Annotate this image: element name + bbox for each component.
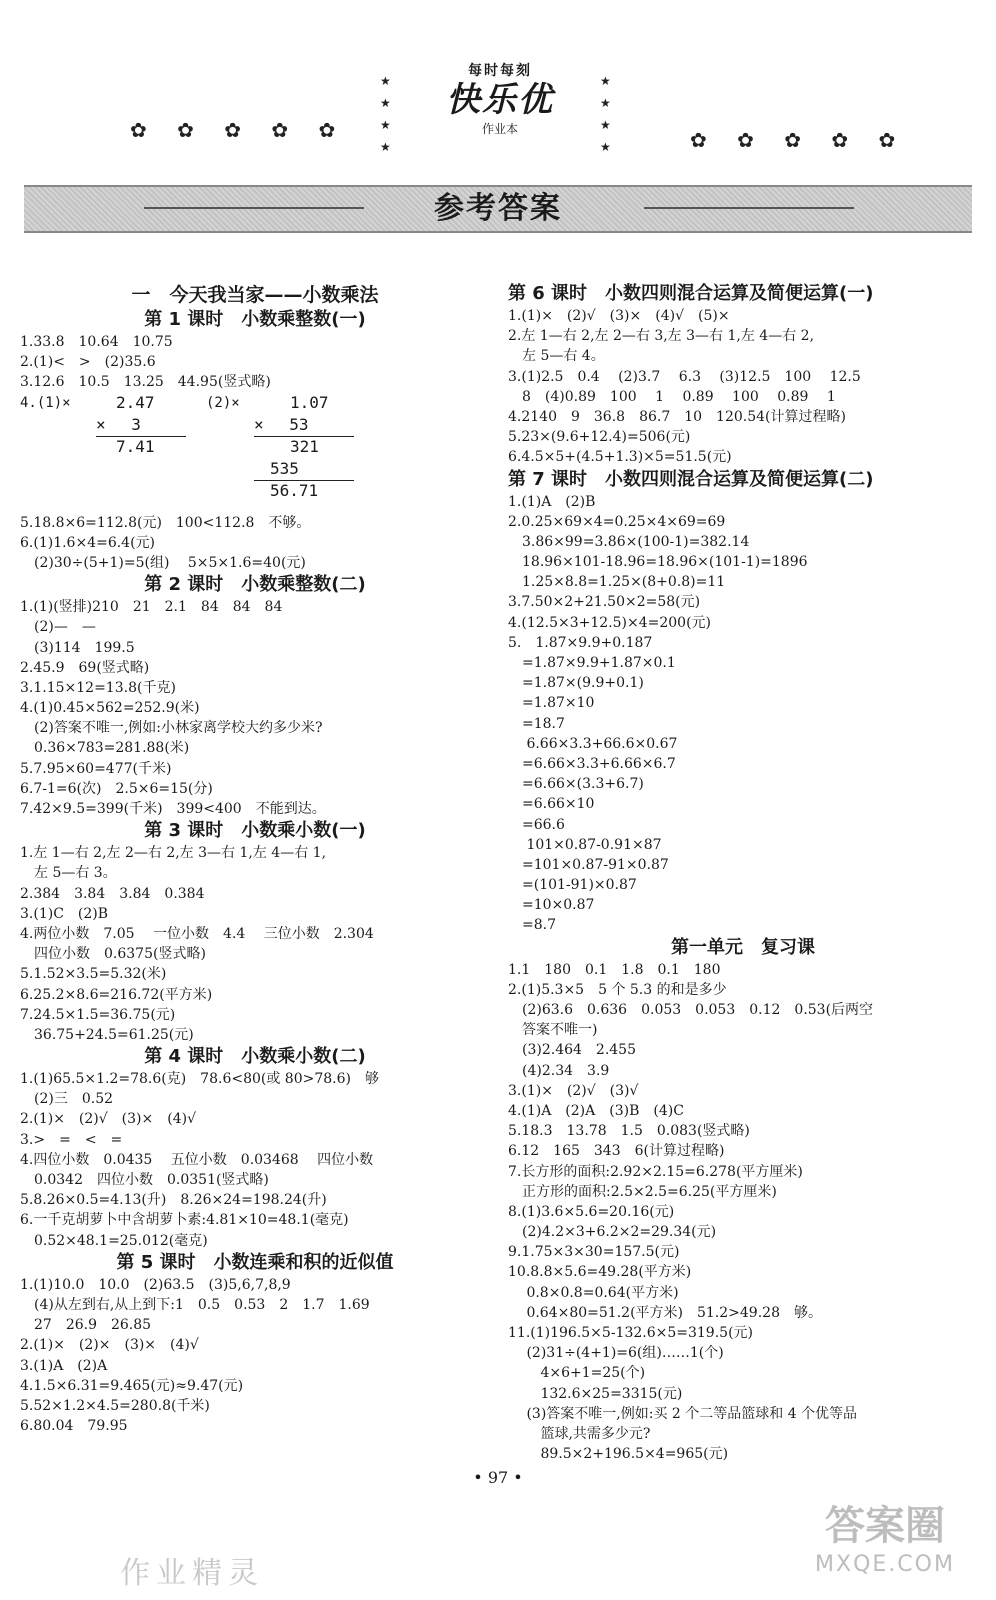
answer-line: 6.一千克胡萝卜中含胡萝卜素:4.81×10=48.1(毫克) xyxy=(20,1212,349,1229)
answer-line: 7.24.5×1.5=36.75(元) xyxy=(20,1006,176,1023)
lesson-1-answers-cont xyxy=(20,513,490,574)
answer-line: 正方形的面积:2.5×2.5=6.25(平方厘米) xyxy=(508,1183,777,1200)
answer-line: 0.8×0.8=0.64(平方米) xyxy=(508,1284,679,1301)
answer-line: (4)2.34 3.9 xyxy=(508,1062,610,1079)
answer-line: 0.0342 四位小数 0.0351(竖式略) xyxy=(20,1172,269,1188)
answer-line: 10.8.8×5.6=49.28(平方米) xyxy=(508,1264,692,1281)
answer-line: 6.12 165 343 6(计算过程略) xyxy=(508,1143,725,1160)
star-decoration-right: ★ ★ ★ ★ xyxy=(600,74,611,154)
answer-line: 101×0.87-0.91×87 xyxy=(508,836,662,853)
calc-b-partial-2: 535 xyxy=(270,458,299,478)
answer-line: (2)30÷(5+1)=5(组) 5×5×1.6=40(元) xyxy=(20,554,306,571)
lesson-1-answers xyxy=(20,332,490,393)
answer-line: 1.1 180 0.1 1.8 0.1 180 xyxy=(508,961,721,978)
answer-line: 36.75+24.5=61.25(元) xyxy=(20,1026,194,1043)
answer-line: 4.2140 9 36.8 86.7 10 120.54(计算过程略) xyxy=(508,408,846,425)
calc-a-label: 4.(1)× xyxy=(20,394,71,411)
answer-line: (2)三 0.52 xyxy=(20,1091,114,1108)
answer-line: (2)— — xyxy=(20,619,96,636)
answer-line: =18.7 xyxy=(508,715,565,732)
lesson-3-title: 第 3 课时 小数乘小数(一) xyxy=(144,820,366,842)
answer-line: 3.(1)× (2)√ (3)√ xyxy=(508,1082,639,1099)
calc-b-result: 56.71 xyxy=(270,480,319,500)
answer-line: (3)2.464 2.455 xyxy=(508,1042,636,1059)
answer-line: 27 26.9 26.85 xyxy=(20,1317,152,1334)
answer-line: 132.6×25=3315(元) xyxy=(508,1385,683,1402)
calc-b-top: 1.07 xyxy=(290,392,329,412)
watermark-right-title: 答案圈 xyxy=(825,1503,945,1549)
answer-line: 6.80.04 79.95 xyxy=(20,1418,128,1435)
lesson-2-answers xyxy=(20,597,490,819)
lesson-5-title: 第 5 课时 小数连乘和积的近似值 xyxy=(116,1251,394,1273)
answer-line: 5.23×(9.6+12.4)=506(元) xyxy=(508,429,691,446)
answer-line: 5.52×1.2×4.5=280.8(千米) xyxy=(20,1397,210,1414)
flower-decoration-left: ✿ ✿ ✿ ✿ ✿ xyxy=(130,118,348,142)
flower-decoration-right: ✿ ✿ ✿ ✿ ✿ xyxy=(690,128,908,152)
answer-line: 答案不唯一) xyxy=(508,1022,598,1039)
lesson-4-answers xyxy=(20,1069,490,1251)
answer-line: 5.1.52×3.5=5.32(米) xyxy=(20,966,167,983)
page-number: • 97 • xyxy=(473,1468,523,1487)
answer-line: 3.12.6 10.5 13.25 44.95(竖式略) xyxy=(20,374,271,391)
answer-line: 8 (4)0.89 100 1 0.89 100 0.89 1 xyxy=(508,388,836,405)
lesson-7-answers xyxy=(508,492,978,936)
answer-line: =10×0.87 xyxy=(508,897,595,914)
answer-line: =8.7 xyxy=(508,917,556,934)
answer-line: 2.45.9 69(竖式略) xyxy=(20,659,150,676)
star-decoration-left: ★ ★ ★ ★ xyxy=(380,74,391,154)
answer-line: (4)从左到右,从上到下:1 0.5 0.53 2 1.7 1.69 xyxy=(20,1296,370,1313)
answer-line: 6.25.2×8.6=216.72(平方米) xyxy=(20,986,213,1003)
vertical-calculation xyxy=(20,393,490,513)
answer-line: 11.(1)196.5×5-132.6×5=319.5(元) xyxy=(508,1325,753,1341)
logo-main-text: 快乐优 xyxy=(446,80,554,120)
answer-line: 4.(1)A (2)A (3)B (4)C xyxy=(508,1102,684,1119)
answer-line: 2.0.25×69×4=0.25×4×69=69 xyxy=(508,513,726,530)
answer-line: 2.384 3.84 3.84 0.384 xyxy=(20,885,205,902)
answer-line: 4×6+1=25(个) xyxy=(508,1365,646,1382)
answer-line: 3.7.50×2+21.50×2=58(元) xyxy=(508,594,701,611)
answer-line: 0.64×80=51.2(平方米) 51.2>49.28 够。 xyxy=(508,1304,822,1321)
answer-line: 2.(1)5.3×5 5 个 5.3 的和是多少 xyxy=(508,981,727,998)
answer-line: 7.长方形的面积:2.92×2.15=6.278(平方厘米) xyxy=(508,1163,803,1180)
answer-line: =101×0.87-91×0.87 xyxy=(508,856,669,873)
calc-a-result: 7.41 xyxy=(116,436,155,456)
answer-line: 1.左 1—右 2,左 2—右 2,左 3—右 1,左 4—右 1, xyxy=(20,845,327,862)
lesson-3-answers xyxy=(20,843,490,1045)
lesson-7-title: 第 7 课时 小数四则混合运算及简便运算(二) xyxy=(508,468,874,490)
answer-line: (2)答案不唯一,例如:小林家离学校大约多少米? xyxy=(20,720,323,737)
answer-line: =66.6 xyxy=(508,816,565,833)
unit-title: 一 今天我当家——小数乘法 xyxy=(131,284,379,306)
answer-line: 4.1.5×6.31=9.465(元)≈9.47(元) xyxy=(20,1377,244,1394)
calc-b-label: (2)× xyxy=(206,394,240,411)
review-answers xyxy=(508,960,978,1465)
answer-line: 1.(1)A (2)B xyxy=(508,493,596,510)
answer-line: 5.18.8×6=112.8(元) 100<112.8 不够。 xyxy=(20,514,311,531)
lesson-1-title: 第 1 课时 小数乘整数(一) xyxy=(144,309,366,330)
calc-b-multiplier: × 53 xyxy=(254,414,309,434)
right-column xyxy=(508,282,978,1464)
answer-line: 1.(1)10.0 10.0 (2)63.5 (3)5,6,7,8,9 xyxy=(20,1276,291,1293)
answer-line: =6.66×10 xyxy=(508,796,595,813)
answer-line: =(101-91)×0.87 xyxy=(508,877,637,894)
answer-line: 3.86×99=3.86×(100-1)=382.14 xyxy=(508,533,750,550)
answer-line: (3)114 199.5 xyxy=(20,639,135,656)
answer-line: 四位小数 0.6375(竖式略) xyxy=(20,946,206,963)
watermark-right xyxy=(800,1500,970,1595)
answer-line: 5. 1.87×9.9+0.187 xyxy=(508,634,653,651)
answer-line: 1.33.8 10.64 10.75 xyxy=(20,334,173,350)
calc-b-partial-1: 321 xyxy=(290,436,319,456)
lesson-4-title: 第 4 课时 小数乘小数(二) xyxy=(144,1046,366,1068)
lesson-5-answers xyxy=(20,1275,490,1437)
answer-line: 6.7-1=6(次) 2.5×6=15(分) xyxy=(20,780,213,797)
answer-line: =1.87×10 xyxy=(508,695,595,712)
answer-line: 1.25×8.8=1.25×(8+0.8)=11 xyxy=(508,574,726,591)
answer-line: 0.52×48.1=25.012(毫克) xyxy=(20,1232,208,1249)
answer-line: 7.42×9.5=399(千米) 399<400 不能到达。 xyxy=(20,801,326,817)
answer-line: 左 5—右 3。 xyxy=(20,865,117,882)
brand-logo xyxy=(420,60,580,160)
answer-line: 2.(1)× (2)× (3)× (4)√ xyxy=(20,1337,199,1354)
title-banner xyxy=(24,185,972,233)
answer-line: 0.36×783=281.88(米) xyxy=(20,740,190,757)
answer-line: 3.(1)C (2)B xyxy=(20,905,109,922)
lesson-2-title: 第 2 课时 小数乘整数(二) xyxy=(144,574,366,596)
page-header xyxy=(0,0,996,190)
page-title: 参考答案 xyxy=(434,191,562,226)
watermark-right-url: MXQE.COM xyxy=(815,1552,955,1577)
logo-top-text: 每时每刻 xyxy=(468,63,532,79)
answer-line: 2.左 1—右 2,左 2—右 3,左 3—右 1,左 4—右 2, xyxy=(508,328,815,345)
answer-line: 89.5×2+196.5×4=965(元) xyxy=(508,1446,729,1463)
answer-line: 18.96×101-18.96=18.96×(101-1)=1896 xyxy=(508,554,808,571)
answer-line: 4.(1)0.45×562=252.9(米) xyxy=(20,700,200,717)
answer-line: (2)4.2×3+6.2×2=29.34(元) xyxy=(508,1224,717,1241)
answer-line: 2.(1)< > (2)35.6 xyxy=(20,354,156,371)
answer-line: 5.7.95×60=477(千米) xyxy=(20,760,172,777)
watermark-left: 作业精灵 xyxy=(120,1556,264,1591)
answer-line: =1.87×(9.9+0.1) xyxy=(508,675,644,692)
answer-line: 4.四位小数 0.0435 五位小数 0.03468 四位小数 xyxy=(20,1151,374,1168)
review-title: 第一单元 复习课 xyxy=(671,936,815,958)
calc-a-top: 2.47 xyxy=(116,392,155,412)
answer-line: =1.87×9.9+1.87×0.1 xyxy=(508,655,676,671)
answer-line: 6.4.5×5+(4.5+1.3)×5=51.5(元) xyxy=(508,449,732,466)
answer-line: 3.(1)2.5 0.4 (2)3.7 6.3 (3)12.5 100 12.5 xyxy=(508,368,861,385)
left-column xyxy=(20,282,490,1436)
answer-line: 6.(1)1.6×4=6.4(元) xyxy=(20,534,156,551)
answer-line: (2)63.6 0.636 0.053 0.053 0.12 0.53(后两空 xyxy=(508,1002,874,1018)
logo-bottom-text: 作业本 xyxy=(481,122,518,136)
answer-line: 1.(1)× (2)√ (3)× (4)√ (5)× xyxy=(508,308,730,324)
answer-line: =6.66×(3.3+6.7) xyxy=(508,776,644,793)
answer-line: 9.1.75×3×30=157.5(元) xyxy=(508,1244,680,1261)
answer-line: 3.1.15×12=13.8(千克) xyxy=(20,679,176,696)
answer-line: 3.> = < = xyxy=(20,1131,123,1148)
answer-line: (2)31÷(4+1)=6(组)……1(个) xyxy=(508,1345,724,1362)
answer-line: 3.(1)A (2)A xyxy=(20,1357,108,1374)
answer-line: (3)答案不唯一,例如:买 2 个二等品篮球和 4 个优等品 xyxy=(508,1405,858,1422)
calc-a-multiplier: × 3 xyxy=(96,414,141,434)
answer-line: 左 5—右 4。 xyxy=(508,348,605,365)
answer-line: 2.(1)× (2)√ (3)× (4)√ xyxy=(20,1111,196,1128)
answer-line: 篮球,共需多少元? xyxy=(508,1425,651,1442)
answer-line: 5.8.26×0.5=4.13(升) 8.26×24=198.24(升) xyxy=(20,1192,327,1209)
answer-line: =6.66×3.3+6.66×6.7 xyxy=(508,755,676,772)
answer-line: 4.(12.5×3+12.5)×4=200(元) xyxy=(508,614,712,631)
answer-line: 4.两位小数 7.05 一位小数 4.4 三位小数 2.304 xyxy=(20,925,374,942)
answer-line: 8.(1)3.6×5.6=20.16(元) xyxy=(508,1203,675,1220)
answer-line: 1.(1)65.5×1.2=78.6(克) 78.6<80(或 80>78.6) 够 xyxy=(20,1071,379,1088)
lesson-6-answers xyxy=(508,306,978,468)
lesson-6-title: 第 6 课时 小数四则混合运算及简便运算(一) xyxy=(508,283,874,304)
answer-line: 5.18.3 13.78 1.5 0.083(竖式略) xyxy=(508,1123,750,1140)
answer-line: 6.66×3.3+66.6×0.67 xyxy=(508,735,678,752)
answer-line: 1.(1)(竖排)210 21 2.1 84 84 84 xyxy=(20,599,283,616)
